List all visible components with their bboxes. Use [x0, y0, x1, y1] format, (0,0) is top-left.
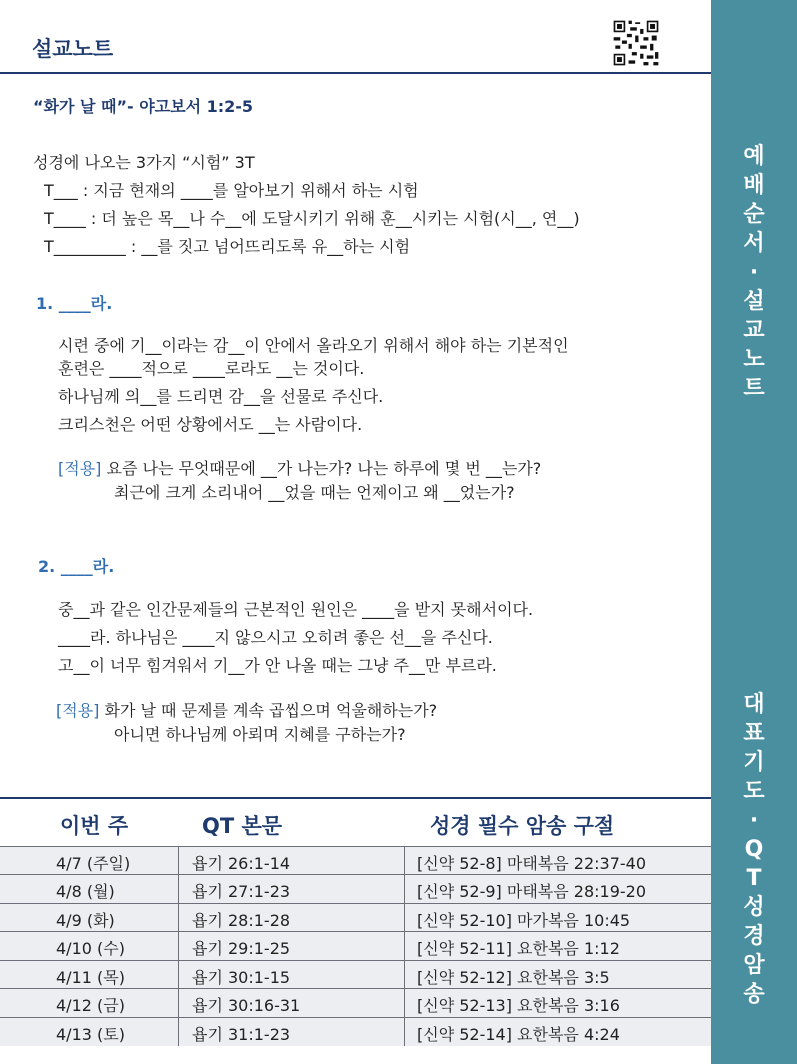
verse-cell: [신약 52-10] 마가복음 10:45 — [417, 911, 631, 930]
date-cell: 4/11 (목) — [56, 968, 125, 987]
apply-text: 요즘 나는 무엇때문에 __가 나는가? 나는 하루에 몇 번 __는가? — [106, 459, 542, 478]
sidebar-char: 송 — [743, 982, 765, 1007]
verse-cell: [신약 52-12] 요한복음 3:5 — [417, 968, 610, 987]
table-row — [0, 903, 711, 932]
point-1-application — [58, 456, 541, 479]
sidebar-label-worship-order — [711, 142, 797, 403]
qr-code-icon[interactable] — [612, 19, 660, 67]
date-cell: 4/13 (토) — [56, 1025, 125, 1044]
intro-line: T_________ : __를 짓고 넘어뜨리도록 유__하는 시험 — [44, 237, 411, 256]
column-separator — [178, 846, 179, 1046]
point-2-line: 중__과 같은 인간문제들의 근본적인 원인은 ____을 받지 못해서이다. — [58, 600, 534, 619]
sidebar-char: 경 — [743, 924, 765, 949]
column-header-week: 이번 주 — [60, 814, 129, 838]
qt-cell: 욥기 28:1-28 — [192, 911, 291, 930]
qt-cell: 욥기 29:1-25 — [192, 939, 291, 958]
apply-label: [적용] — [56, 701, 100, 720]
point-2-line: 고__이 너무 힘겨워서 기__가 안 나올 때는 그냥 주__만 부르라. — [58, 656, 497, 675]
table-row — [0, 874, 711, 903]
sermon-title: “화가 날 때”- 야고보서 1:2-5 — [33, 97, 254, 116]
column-separator — [404, 846, 405, 1046]
sidebar-char: · — [749, 808, 759, 833]
sidebar-char: T — [746, 866, 762, 891]
point-1-heading: 1. ____라. — [36, 294, 113, 313]
sidebar-char: 암 — [743, 953, 765, 978]
verse-cell: [신약 52-11] 요한복음 1:12 — [417, 939, 620, 958]
schedule-table-body — [0, 846, 711, 1046]
sidebar-char: 순 — [743, 202, 765, 227]
point-2-line: ____라. 하나님은 ____지 않으시고 오히려 좋은 선__을 주신다. — [58, 628, 493, 647]
sidebar-char: Q — [744, 837, 764, 862]
apply-text: 화가 날 때 문제를 계속 곱씹으며 억울해하는가? — [104, 701, 438, 720]
point-1-line: 시련 중에 기__이라는 감__이 안에서 올라오기 위해서 해야 하는 기본적인 — [58, 336, 569, 355]
page-title: 설교노트 — [32, 37, 114, 61]
sidebar-char: 배 — [743, 173, 765, 198]
intro-line: 성경에 나오는 3가지 “시험” 3T — [33, 153, 255, 172]
qt-cell: 욥기 27:1-23 — [192, 882, 291, 901]
point-2-application-cont: 아니면 하나님께 아뢰며 지혜를 구하는가? — [114, 725, 406, 744]
sidebar-char: 서 — [743, 231, 765, 256]
verse-cell: [신약 52-8] 마태복음 22:37-40 — [417, 854, 647, 873]
point-1-application-cont: 최근에 크게 소리내어 __었을 때는 언제이고 왜 __었는가? — [114, 483, 515, 502]
intro-line: T____ : 더 높은 목__나 수__에 도달시키기 위해 훈__시키는 시험(시__, 연__) — [44, 209, 580, 228]
sidebar-char: 노 — [743, 347, 765, 372]
point-1-line: 크리스천은 어떤 상황에서도 __는 사람이다. — [58, 415, 363, 434]
verse-cell: [신약 52-14] 요한복음 4:24 — [417, 1025, 620, 1044]
table-row — [0, 1017, 711, 1046]
sidebar-char: 트 — [743, 376, 765, 401]
date-cell: 4/9 (화) — [56, 911, 115, 930]
qt-cell: 욥기 26:1-14 — [192, 854, 291, 873]
point-2-heading: 2. ____라. — [38, 557, 115, 576]
date-cell: 4/7 (주일) — [56, 854, 131, 873]
sidebar-char: 설 — [743, 289, 765, 314]
table-row — [0, 846, 711, 875]
point-1-line: 훈련은 ____적으로 ____로라도 __는 것이다. — [58, 359, 365, 378]
table-row — [0, 988, 711, 1017]
sidebar-char: 도 — [743, 779, 765, 804]
schedule-table-divider — [0, 797, 711, 799]
table-row — [0, 960, 711, 989]
qt-cell: 욥기 31:1-23 — [192, 1025, 291, 1044]
qt-cell: 욥기 30:1-15 — [192, 968, 291, 987]
sidebar-char: · — [749, 260, 759, 285]
verse-cell: [신약 52-13] 요한복음 3:16 — [417, 996, 620, 1015]
apply-label: [적용] — [58, 459, 102, 478]
sidebar-char: 예 — [743, 144, 765, 169]
column-header-memory-verse: 성경 필수 암송 구절 — [430, 814, 615, 838]
column-header-qt: QT 본문 — [202, 814, 283, 838]
sidebar — [711, 0, 797, 1064]
verse-cell: [신약 52-9] 마태복음 28:19-20 — [417, 882, 647, 901]
date-cell: 4/12 (금) — [56, 996, 125, 1015]
sidebar-char: 교 — [743, 318, 765, 343]
header-divider — [0, 72, 711, 74]
point-1-line: 하나님께 의__를 드리면 감__을 선물로 주신다. — [58, 387, 384, 406]
sidebar-char: 표 — [743, 721, 765, 746]
sidebar-label-prayer-qt — [711, 690, 797, 1009]
date-cell: 4/8 (월) — [56, 882, 115, 901]
intro-line: T___ : 지금 현재의 ____를 알아보기 위해서 하는 시험 — [44, 181, 419, 200]
table-row — [0, 931, 711, 960]
sidebar-char: 대 — [743, 692, 765, 717]
date-cell: 4/10 (수) — [56, 939, 125, 958]
sidebar-char: 성 — [743, 895, 765, 920]
sidebar-char: 기 — [743, 750, 765, 775]
point-2-application — [56, 698, 437, 721]
qt-cell: 욥기 30:16-31 — [192, 996, 301, 1015]
